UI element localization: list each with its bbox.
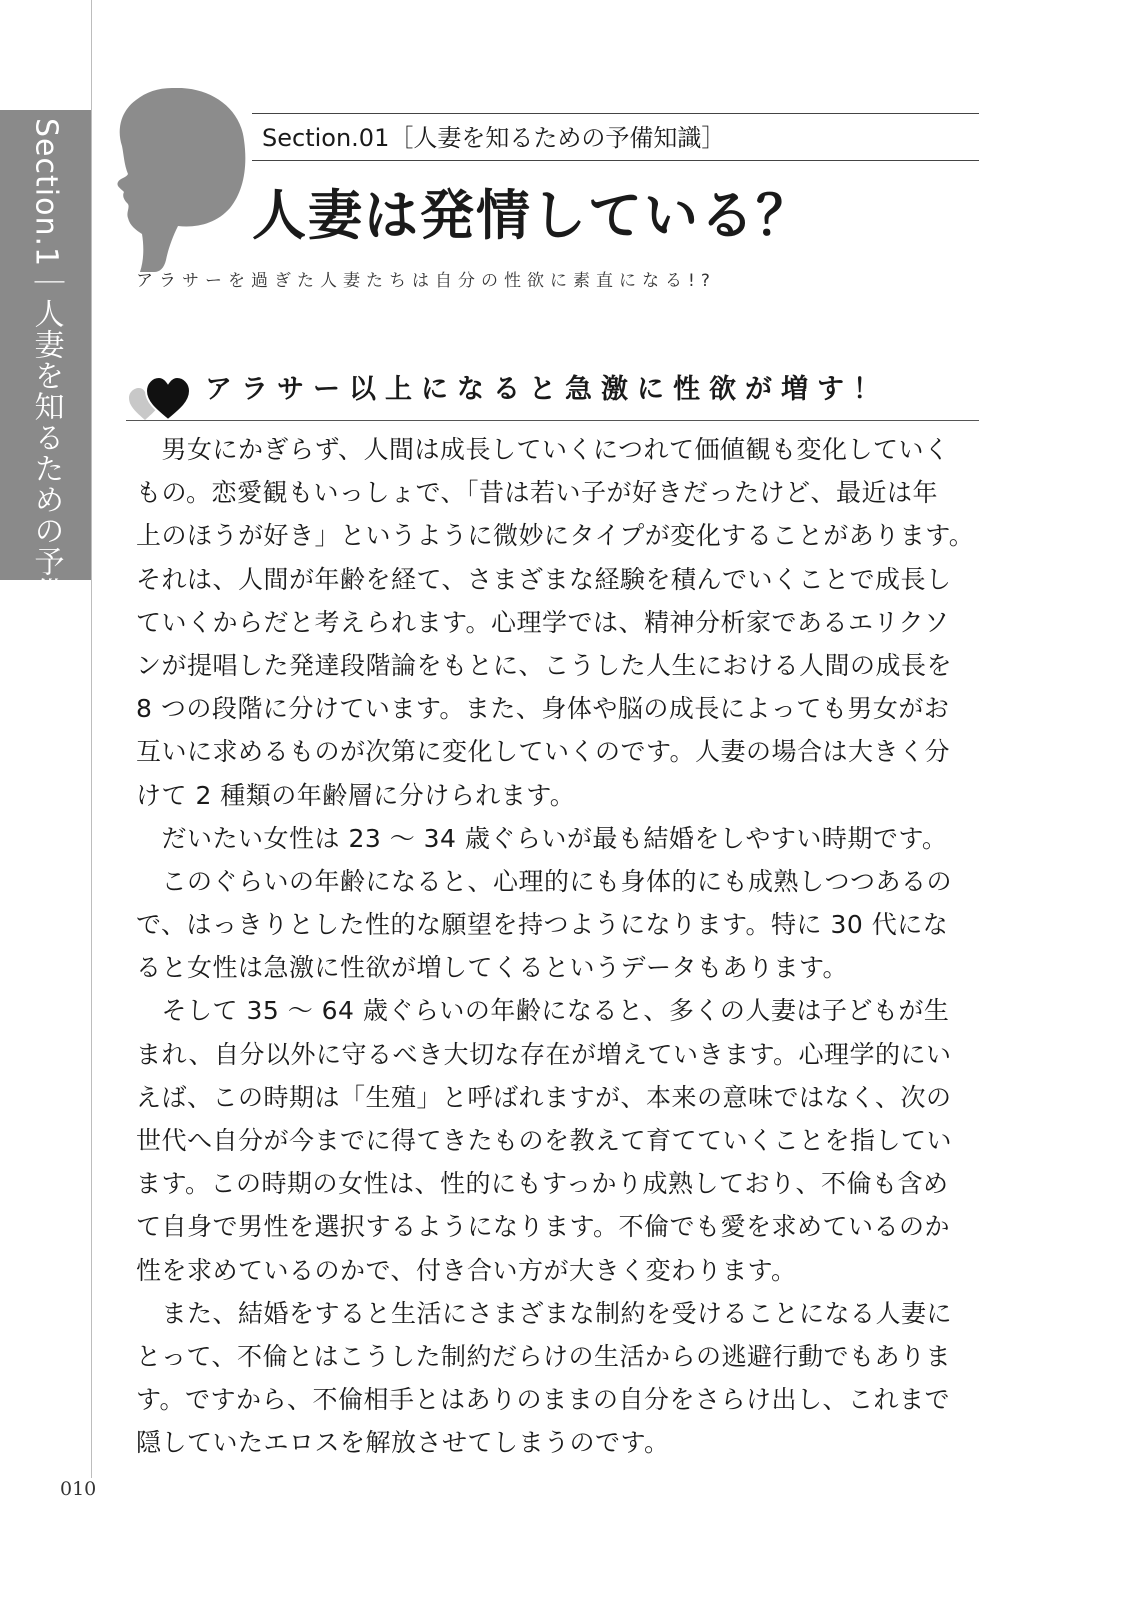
side-tab	[0, 110, 91, 671]
body-line: まれ、自分以外に守るべき大切な存在が増えていきます。心理学的にい	[136, 1039, 952, 1069]
body-line: て自身で男性を選択するようになります。不倫でも愛を求めているのか	[136, 1212, 951, 1242]
header-rule-top	[252, 113, 979, 114]
body-line: ていくからだと考えられます。心理学では、精神分析家であるエリクソ	[136, 607, 950, 637]
hearts-icon	[126, 374, 192, 424]
header-rule-bottom	[252, 160, 979, 161]
page-title: 人妻は発情している？	[252, 184, 812, 247]
body-line: 互いに求めるものが次第に変化していくのです。人妻の場合は大きく分	[136, 737, 951, 767]
body-text	[136, 428, 986, 1465]
body-line: 世代へ自分が今までに得てきたものを教えて育てていくことを指してい	[136, 1126, 953, 1155]
heading-rule	[126, 420, 979, 421]
body-line: だいたい女性は 23 ～ 34 歳ぐらいが最も結婚をしやすい時期です。	[136, 823, 948, 853]
side-tab-separator: ｜	[28, 267, 64, 299]
body-line: けて 2 種類の年齢層に分けられます。	[136, 780, 576, 810]
body-line: このぐらいの年齢になると、心理的にも身体的にも成熟しつつあるの	[136, 866, 953, 896]
woman-silhouette-icon	[110, 88, 250, 273]
body-line: 男女にかぎらず、人間は成長していくにつれて価値観も変化していく	[136, 435, 950, 464]
page-subtitle: アラサーを過ぎた人妻たちは自分の性欲に素直になる!?	[136, 271, 716, 291]
body-line: それは、人間が年齢を経て、さまざまな経験を積んでいくことで成長し	[136, 564, 952, 594]
body-line: そして 35 ～ 64 歳ぐらいの年齢になると、多くの人妻は子どもが生	[136, 996, 950, 1026]
side-tab-title: 人妻を知るための予備知識	[28, 298, 64, 671]
body-line: ンが提唱した発達段階論をもとに、こうした人生における人間の成長を	[136, 650, 953, 680]
body-line: 上のほうが好き」というように微妙にタイプが変化することがあります。	[136, 521, 975, 551]
body-line: 性を求めているのかで、付き合い方が大きく変わります。	[136, 1255, 797, 1285]
side-tab-text	[29, 118, 63, 670]
section-label: Section.01［人妻を知るための予備知識］	[262, 124, 726, 152]
section-heading: アラサー以上になると急激に性欲が増す！	[205, 374, 889, 405]
body-line: とって、不倫とはこうした制約だらけの生活からの逃避行動でもありま	[136, 1341, 952, 1371]
body-line: す。ですから、不倫相手とはありのままの自分をさらけ出し、これまで	[136, 1385, 951, 1415]
body-line: ます。この時期の女性は、性的にもすっかり成熟しており、不倫も含め	[136, 1169, 949, 1199]
body-line: 隠していたエロスを解放させてしまうのです。	[136, 1428, 670, 1458]
body-line: また、結婚をすると生活にさまざまな制約を受けることになる人妻に	[136, 1298, 953, 1328]
page-number: 010	[60, 1478, 97, 1500]
body-line: 8 つの段階に分けています。また、身体や脳の成長によっても男女がお	[136, 694, 950, 724]
body-line: ると女性は急激に性欲が増してくるというデータもあります。	[136, 953, 849, 983]
side-tab-section: Section.1	[28, 118, 64, 268]
margin-rule	[91, 0, 92, 1478]
body-line: で、はっきりとした性的な願望を持つようになります。特に 30 代にな	[136, 910, 949, 940]
body-line: えば、この時期は「生殖」と呼ばれますが、本来の意味ではなく、次の	[136, 1082, 952, 1112]
body-line: もの。恋愛観もいっしょで、「昔は若い子が好きだったけど、最近は年	[136, 478, 939, 508]
